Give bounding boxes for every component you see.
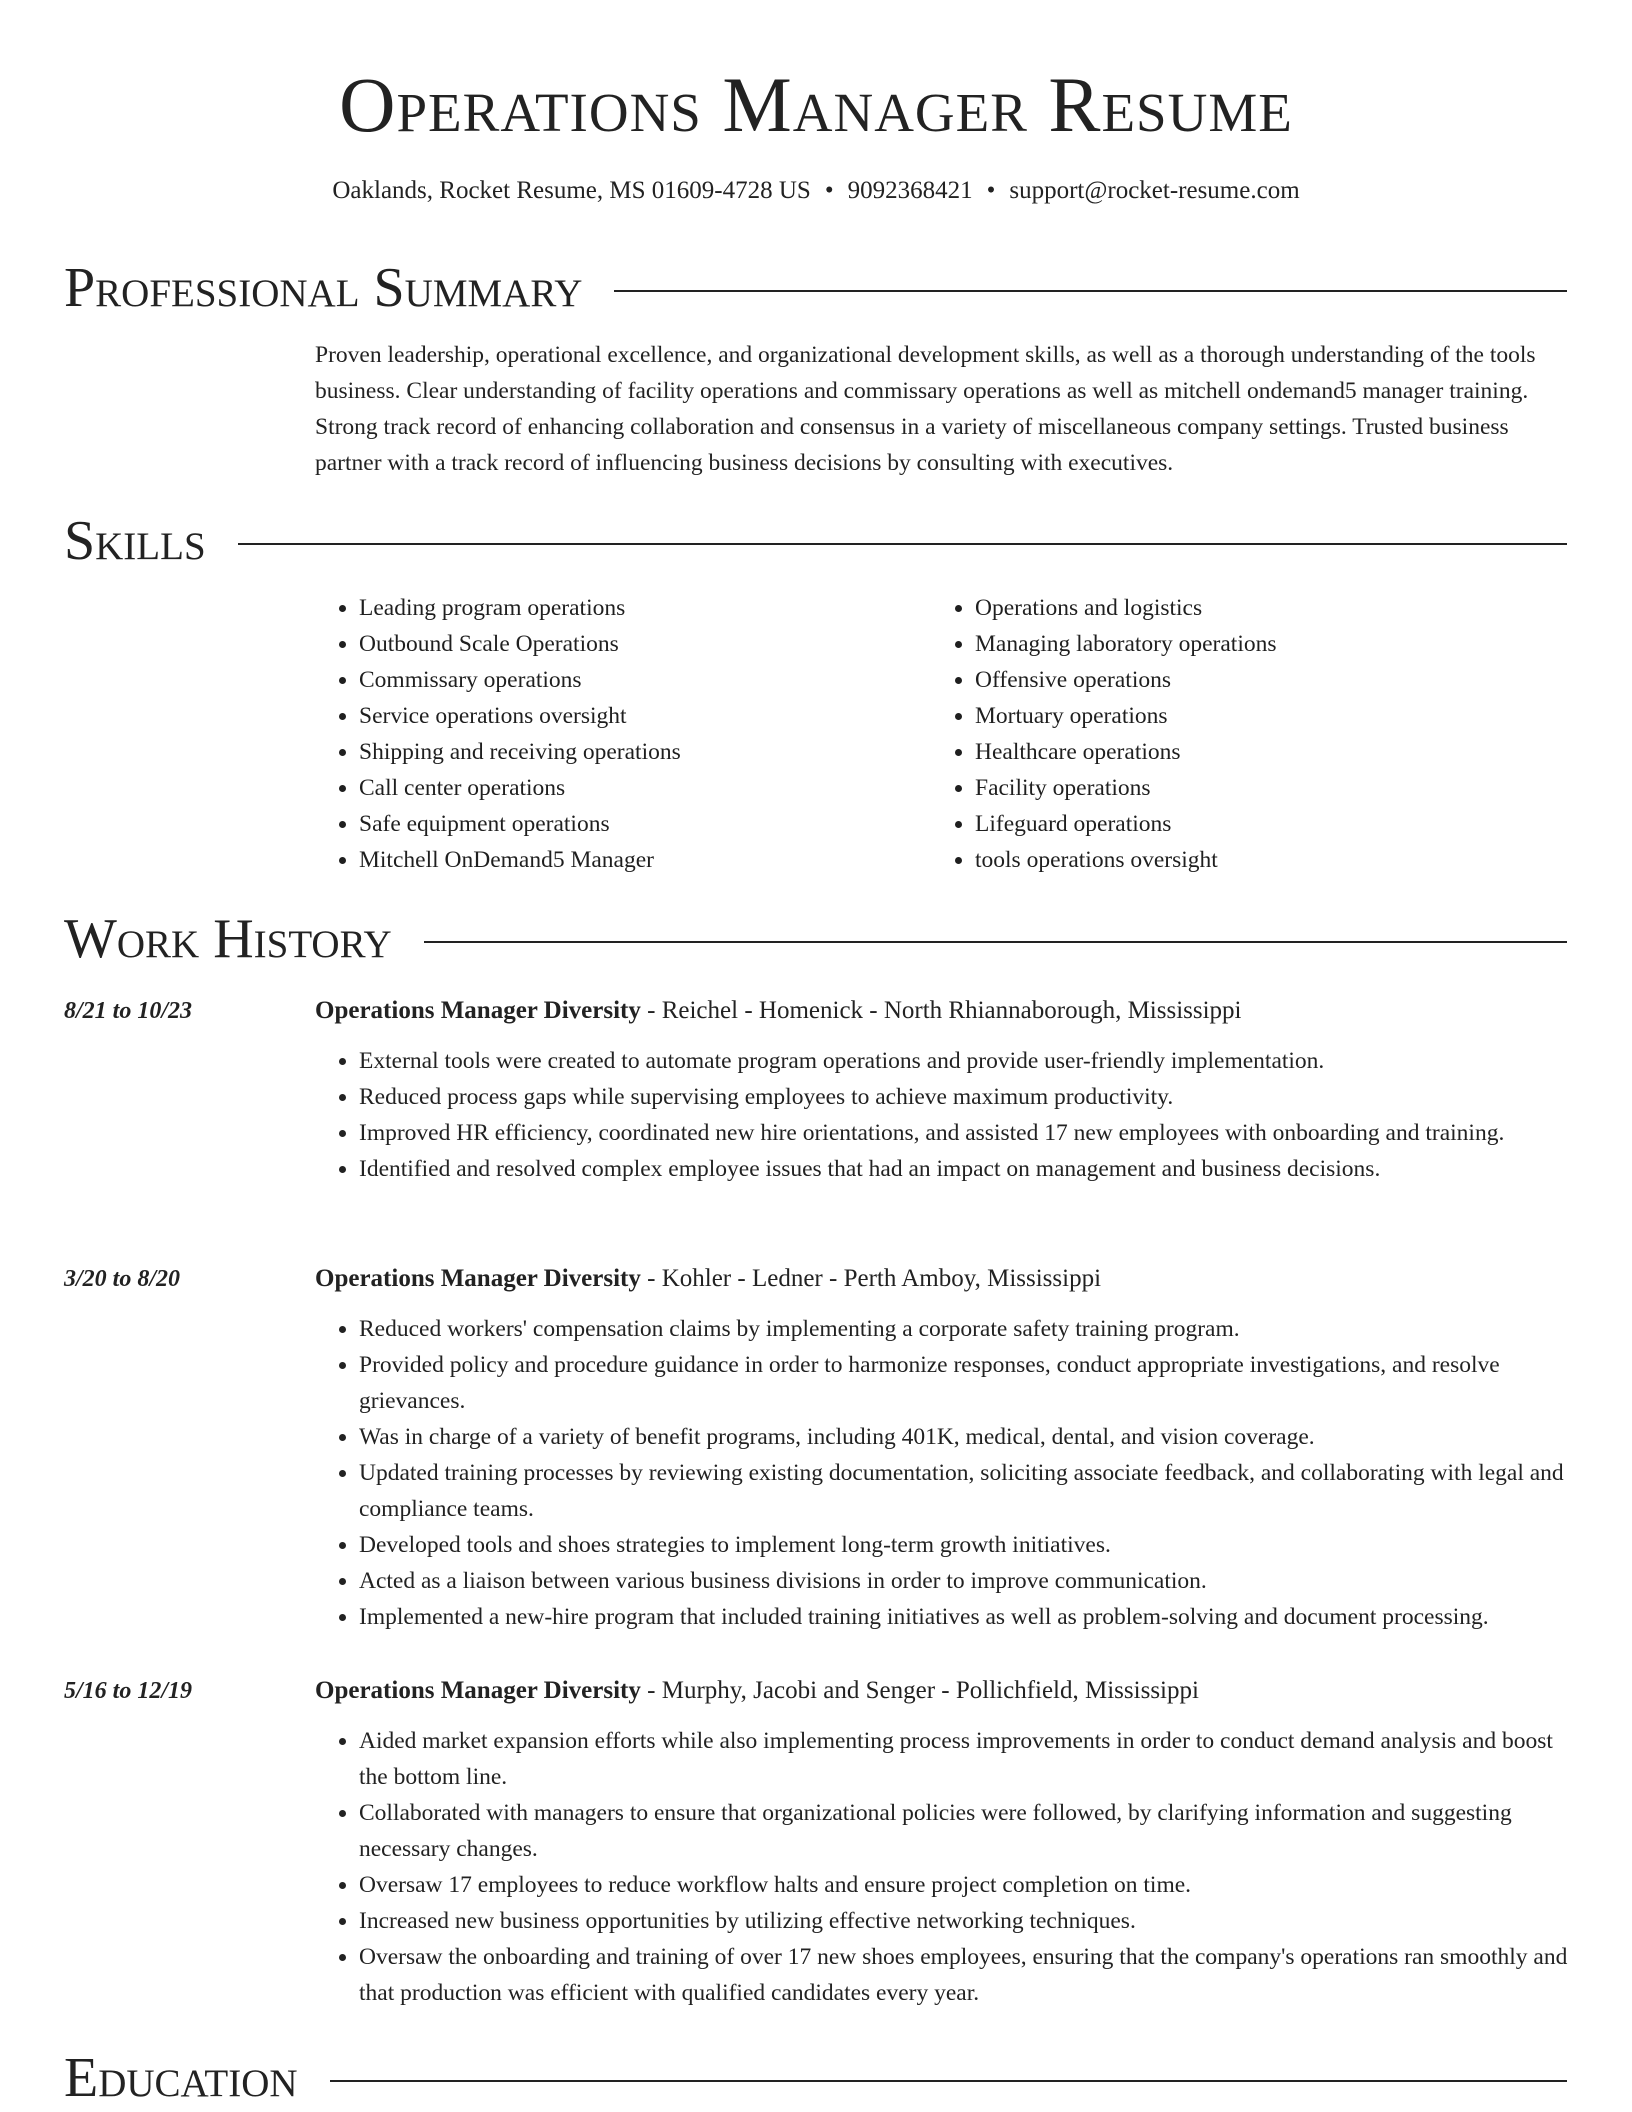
skill-item: • Healthcare operations bbox=[975, 734, 1549, 770]
summary-text: Proven leadership, operational excellence, and organizational development skills, as well as a thorough understanding of the tools business. Clear understanding of facility operations and commissary operations as well as mitchell ondemand5 manager training. Strong track record of enhancing collaboration and consensus in a variety of miscellaneous company settings. Trusted business partner with a track record of influencing business decisions by consulting with executives. bbox=[315, 342, 1536, 476]
skills-column-left bbox=[315, 590, 933, 878]
contact-separator: • bbox=[986, 177, 996, 204]
skill-item: • Outbound Scale Operations bbox=[359, 626, 933, 662]
skills-list bbox=[315, 590, 1570, 878]
skill-item: • Mortuary operations bbox=[975, 698, 1549, 734]
skill-item: • Lifeguard operations bbox=[975, 806, 1549, 842]
job-employer: - Kohler - Ledner - Perth Amboy, Mississippi bbox=[640, 1265, 1102, 1292]
skill-item: • Leading program operations bbox=[359, 590, 933, 626]
job-bullets bbox=[315, 1311, 1570, 1635]
section-divider bbox=[614, 290, 1567, 292]
job-bullets bbox=[315, 1723, 1570, 2011]
summary-section-header bbox=[64, 256, 1567, 320]
skill-item: • tools operations oversight bbox=[975, 842, 1549, 878]
job-bullet: • Reduced workers' compensation claims by implementing a corporate safety training program. bbox=[359, 1311, 1570, 1347]
job-bullet: • Updated training processes by reviewing existing documentation, soliciting associate feedback, and collaborating with legal and compliance teams. bbox=[359, 1455, 1570, 1527]
education-section-header bbox=[64, 2046, 1567, 2110]
job-title: Operations Manager Diversity bbox=[315, 997, 641, 1024]
job-bullet: • External tools were created to automate program operations and provide user-friendly implementation. bbox=[359, 1043, 1570, 1079]
contact-email: support@rocket-resume.com bbox=[1009, 177, 1300, 204]
job-bullets bbox=[315, 1043, 1570, 1187]
job-bullet: • Oversaw the onboarding and training of over 17 new shoes employees, ensuring that the company's operations ran smoothly and that production was efficient with qualified candidates every year. bbox=[359, 1939, 1570, 2011]
job-bullet: • Implemented a new-hire program that included training initiatives as well as problem-solving and document processing. bbox=[359, 1599, 1570, 1635]
work-section-header bbox=[64, 907, 1567, 971]
skill-item: • Managing laboratory operations bbox=[975, 626, 1549, 662]
contact-phone: 9092368421 bbox=[847, 177, 973, 204]
skill-item: • Safe equipment operations bbox=[359, 806, 933, 842]
job-bullet: • Developed tools and shoes strategies to implement long-term growth initiatives. bbox=[359, 1527, 1570, 1563]
job-bullet: • Collaborated with managers to ensure that organizational policies were followed, by clarifying information and suggesting necessary changes. bbox=[359, 1795, 1570, 1867]
skill-item: • Service operations oversight bbox=[359, 698, 933, 734]
section-divider bbox=[238, 543, 1567, 545]
job-bullet: • Improved HR efficiency, coordinated new hire orientations, and assisted 17 new employees with onboarding and training. bbox=[359, 1115, 1570, 1151]
job-bullet: • Increased new business opportunities by utilizing effective networking techniques. bbox=[359, 1903, 1570, 1939]
job-employer: - Murphy, Jacobi and Senger - Pollichfield, Mississippi bbox=[640, 1677, 1199, 1704]
job-dates: 5/16 to 12/19 bbox=[64, 1678, 193, 1704]
contact-separator: • bbox=[824, 177, 834, 204]
job-heading bbox=[315, 1261, 1101, 1297]
job-bullet: • Acted as a liaison between various business divisions in order to improve communication. bbox=[359, 1563, 1570, 1599]
job-bullet: • Aided market expansion efforts while also implementing process improvements in order to conduct demand analysis and boost the bottom line. bbox=[359, 1723, 1570, 1795]
job-bullet: • Oversaw 17 employees to reduce workflow halts and ensure project completion on time. bbox=[359, 1867, 1570, 1903]
job-employer: - Reichel - Homenick - North Rhiannaborough, Mississippi bbox=[640, 997, 1242, 1024]
skills-column-right bbox=[933, 590, 1549, 878]
job-bullet: • Provided policy and procedure guidance in order to harmonize responses, conduct appropriate investigations, and resolve grievances. bbox=[359, 1347, 1570, 1419]
education-section-title: Education bbox=[64, 2047, 298, 2109]
summary-section-title: Professional Summary bbox=[64, 257, 583, 319]
job-title: Operations Manager Diversity bbox=[315, 1265, 641, 1292]
work-section-title: Work History bbox=[64, 908, 392, 970]
skill-item: • Mitchell OnDemand5 Manager bbox=[359, 842, 933, 878]
contact-line bbox=[0, 175, 1632, 207]
job-bullet: • Was in charge of a variety of benefit programs, including 401K, medical, dental, and vision coverage. bbox=[359, 1419, 1570, 1455]
job-title: Operations Manager Diversity bbox=[315, 1677, 641, 1704]
resume-title: Operations Manager Resume bbox=[339, 61, 1293, 148]
job-dates: 8/21 to 10/23 bbox=[64, 998, 193, 1024]
skill-item: • Shipping and receiving operations bbox=[359, 734, 933, 770]
job-bullet: • Reduced process gaps while supervising employees to achieve maximum productivity. bbox=[359, 1079, 1570, 1115]
skill-item: • Offensive operations bbox=[975, 662, 1549, 698]
skills-section-header bbox=[64, 509, 1567, 573]
section-divider bbox=[424, 941, 1567, 943]
skill-item: • Call center operations bbox=[359, 770, 933, 806]
skill-item: • Operations and logistics bbox=[975, 590, 1549, 626]
skills-section-title: Skills bbox=[64, 510, 206, 572]
job-heading bbox=[315, 993, 1242, 1029]
job-dates: 3/20 to 8/20 bbox=[64, 1266, 181, 1292]
skill-item: • Facility operations bbox=[975, 770, 1549, 806]
section-divider bbox=[330, 2080, 1567, 2082]
contact-address: Oaklands, Rocket Resume, MS 01609-4728 US bbox=[332, 177, 811, 204]
job-bullet: • Identified and resolved complex employee issues that had an impact on management and business decisions. bbox=[359, 1151, 1570, 1187]
job-heading bbox=[315, 1673, 1199, 1709]
skill-item: • Commissary operations bbox=[359, 662, 933, 698]
